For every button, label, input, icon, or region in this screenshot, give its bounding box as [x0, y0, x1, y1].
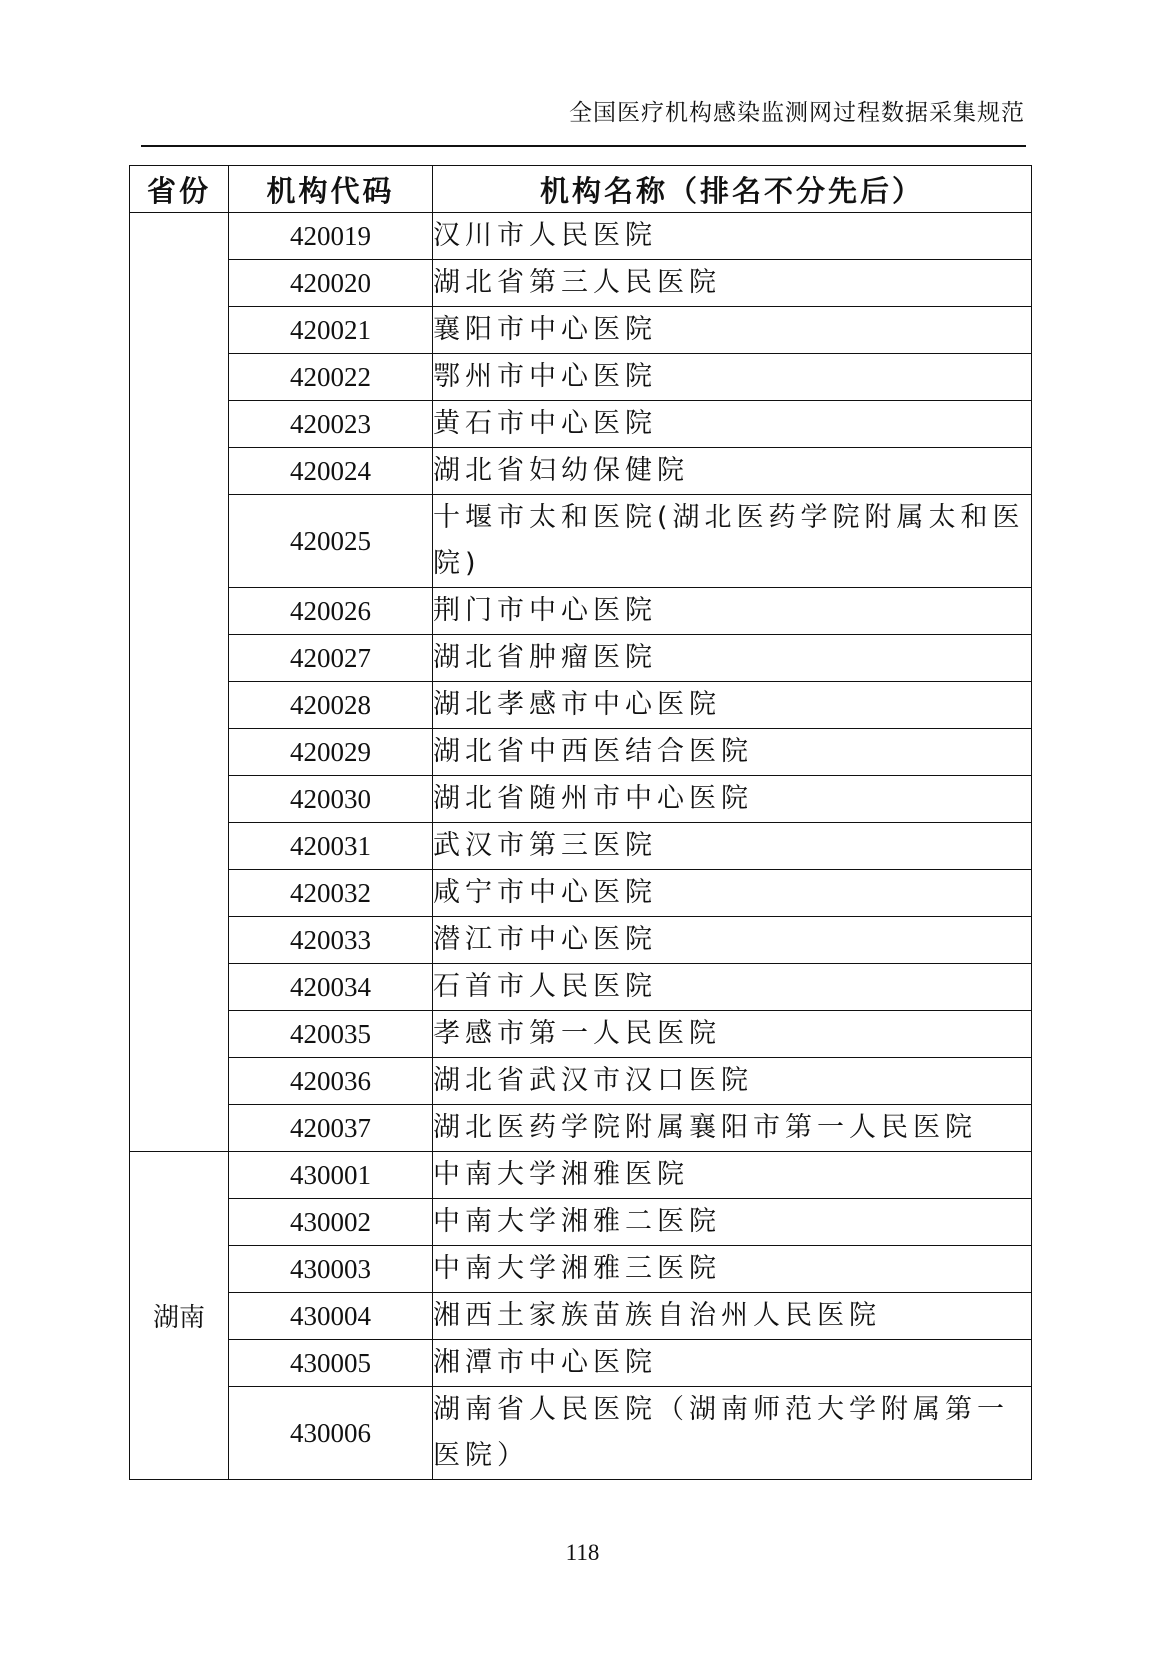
institution-name-cell: 鄂州市中心医院 — [433, 354, 1032, 401]
institution-code-cell: 430006 — [229, 1387, 433, 1480]
table-row — [130, 917, 1032, 964]
table-row — [130, 401, 1032, 448]
table-row — [130, 964, 1032, 1011]
table-row — [130, 1011, 1032, 1058]
table-row — [130, 307, 1032, 354]
institution-code-cell: 420033 — [229, 917, 433, 964]
institution-code-cell: 420027 — [229, 635, 433, 682]
column-header-province: 省份 — [130, 166, 229, 213]
page-number: 118 — [565, 1540, 600, 1565]
institution-name-cell: 石首市人民医院 — [433, 964, 1032, 1011]
table-row — [130, 823, 1032, 870]
institution-name-cell: 湘潭市中心医院 — [433, 1340, 1032, 1387]
institution-code-cell: 430005 — [229, 1340, 433, 1387]
table-row — [130, 495, 1032, 588]
institution-code-cell: 420024 — [229, 448, 433, 495]
institution-code-cell: 420028 — [229, 682, 433, 729]
institution-name-cell: 中南大学湘雅二医院 — [433, 1199, 1032, 1246]
institution-name-cell: 黄石市中心医院 — [433, 401, 1032, 448]
table-row — [130, 588, 1032, 635]
institution-name-cell: 湖北省肿瘤医院 — [433, 635, 1032, 682]
table-row — [130, 1387, 1032, 1480]
table-body — [130, 213, 1032, 1480]
institution-code-cell: 420032 — [229, 870, 433, 917]
institution-name-cell: 中南大学湘雅医院 — [433, 1152, 1032, 1199]
column-header-name: 机构名称（排名不分先后） — [433, 166, 1032, 213]
institution-code-cell: 420030 — [229, 776, 433, 823]
institution-code-cell: 430004 — [229, 1293, 433, 1340]
table-row — [130, 776, 1032, 823]
institution-code-cell: 420035 — [229, 1011, 433, 1058]
table-row — [130, 729, 1032, 776]
institution-name-cell: 咸宁市中心医院 — [433, 870, 1032, 917]
institution-name-cell: 孝感市第一人民医院 — [433, 1011, 1032, 1058]
institution-name-cell: 湖北省妇幼保健院 — [433, 448, 1032, 495]
institution-code-cell: 420025 — [229, 495, 433, 588]
institution-code-cell: 420037 — [229, 1105, 433, 1152]
institution-code-cell: 420029 — [229, 729, 433, 776]
institution-table — [129, 165, 1032, 1480]
institution-name-cell: 潜江市中心医院 — [433, 917, 1032, 964]
institution-code-cell: 430001 — [229, 1152, 433, 1199]
table-row — [130, 213, 1032, 260]
institution-name-cell: 湖北省武汉市汉口医院 — [433, 1058, 1032, 1105]
institution-name-cell: 十堰市太和医院(湖北医药学院附属太和医院) — [433, 495, 1032, 588]
institution-name-cell: 汉川市人民医院 — [433, 213, 1032, 260]
institution-code-cell: 420022 — [229, 354, 433, 401]
column-header-code: 机构代码 — [229, 166, 433, 213]
institution-name-cell: 湖北省中西医结合医院 — [433, 729, 1032, 776]
institution-code-cell: 420036 — [229, 1058, 433, 1105]
institution-name-cell: 湖北医药学院附属襄阳市第一人民医院 — [433, 1105, 1032, 1152]
table-row — [130, 448, 1032, 495]
institution-code-cell: 430002 — [229, 1199, 433, 1246]
header-divider — [141, 145, 1026, 147]
province-cell: 湖南 — [130, 1152, 229, 1480]
institution-name-cell: 湖南省人民医院（湖南师范大学附属第一医院） — [433, 1387, 1032, 1480]
table-row — [130, 635, 1032, 682]
institution-code-cell: 420019 — [229, 213, 433, 260]
table-header-row — [130, 166, 1032, 213]
running-header-title: 全国医疗机构感染监测网过程数据采集规范 — [569, 100, 1025, 126]
institution-name-cell: 荆门市中心医院 — [433, 588, 1032, 635]
table-row — [130, 354, 1032, 401]
institution-name-cell: 湘西土家族苗族自治州人民医院 — [433, 1293, 1032, 1340]
institution-code-cell: 420021 — [229, 307, 433, 354]
table-row — [130, 1340, 1032, 1387]
table-row — [130, 1058, 1032, 1105]
table-row — [130, 1105, 1032, 1152]
institution-name-cell: 湖北省随州市中心医院 — [433, 776, 1032, 823]
table-row — [130, 870, 1032, 917]
table-row — [130, 1293, 1032, 1340]
table-row — [130, 682, 1032, 729]
institution-name-cell: 武汉市第三医院 — [433, 823, 1032, 870]
table-row — [130, 1152, 1032, 1199]
table-row — [130, 1199, 1032, 1246]
institution-name-cell: 中南大学湘雅三医院 — [433, 1246, 1032, 1293]
institution-code-cell: 420034 — [229, 964, 433, 1011]
institution-name-cell: 襄阳市中心医院 — [433, 307, 1032, 354]
table-row — [130, 260, 1032, 307]
institution-name-cell: 湖北省第三人民医院 — [433, 260, 1032, 307]
province-cell — [130, 213, 229, 1152]
institution-code-cell: 420023 — [229, 401, 433, 448]
institution-code-cell: 420031 — [229, 823, 433, 870]
institution-code-cell: 420020 — [229, 260, 433, 307]
institution-code-cell: 420026 — [229, 588, 433, 635]
table-row — [130, 1246, 1032, 1293]
institution-name-cell: 湖北孝感市中心医院 — [433, 682, 1032, 729]
institution-code-cell: 430003 — [229, 1246, 433, 1293]
